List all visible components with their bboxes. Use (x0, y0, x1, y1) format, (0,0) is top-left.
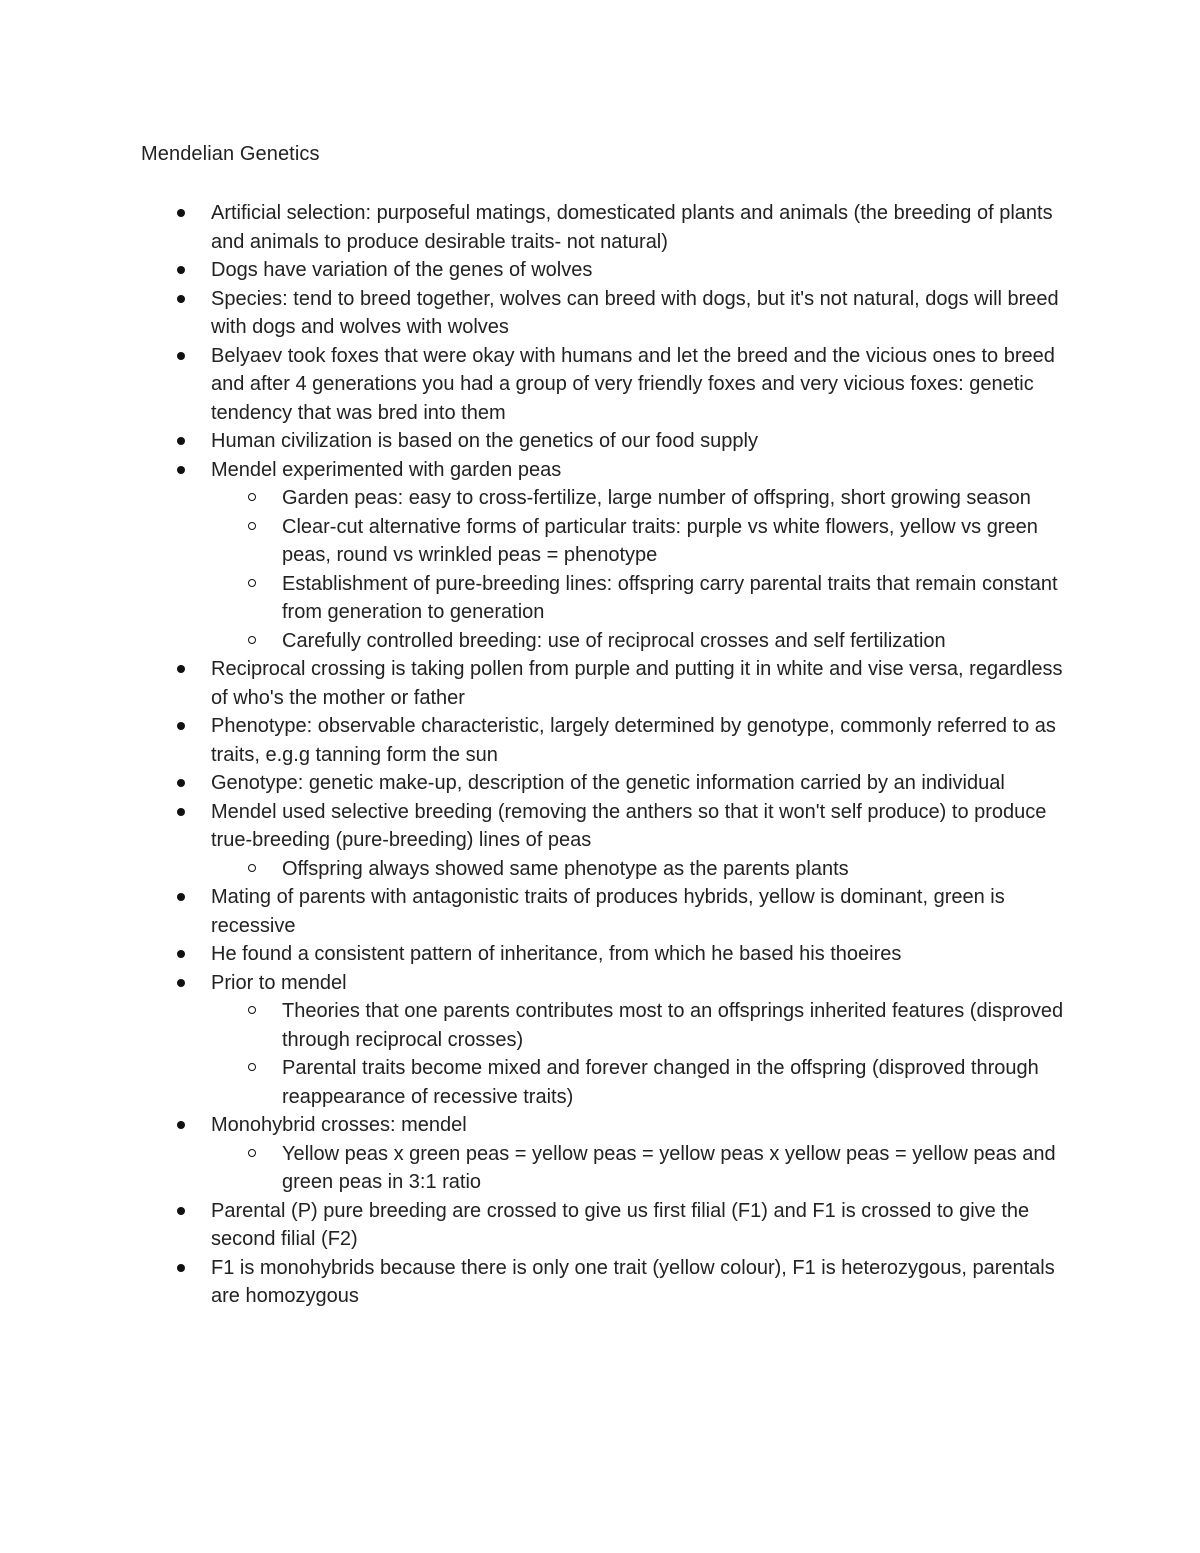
list-item (211, 798, 1071, 884)
bullet-icon (177, 1264, 185, 1272)
sub-list-item-text: Parental traits become mixed and forever changed in the offspring (disproved through reappearance of recessive traits) (282, 1057, 1039, 1108)
hollow-bullet-icon (248, 636, 256, 644)
list-item (211, 456, 1071, 656)
list-item-text: Phenotype: observable characteristic, largely determined by genotype, commonly referred to as traits, e.g.g tanning form the sun (211, 715, 1056, 766)
bullet-icon (177, 352, 185, 360)
list-item (211, 1197, 1071, 1254)
sub-list-item (282, 1054, 1071, 1111)
bullet-list (211, 199, 1071, 1311)
hollow-bullet-icon (248, 864, 256, 872)
list-item-text: Artificial selection: purposeful matings, domesticated plants and animals (the breeding of plants and animals to produce desirable traits- not natural) (211, 202, 1053, 253)
hollow-bullet-icon (248, 1149, 256, 1157)
list-item (211, 1111, 1071, 1197)
list-item-text: Species: tend to breed together, wolves can breed with dogs, but it's not natural, dogs will breed with dogs and wolves with wolves (211, 287, 1059, 338)
list-item-text: Human civilization is based on the genetics of our food supply (211, 430, 758, 452)
list-item (211, 655, 1071, 712)
sub-list-item-text: Offspring always showed same phenotype as the parents plants (282, 857, 849, 880)
list-item (211, 712, 1071, 769)
list-item (211, 285, 1071, 342)
sub-list-item-text: Carefully controlled breeding: use of reciprocal crosses and self fertilization (282, 629, 946, 652)
sub-list-item (282, 570, 1071, 627)
bullet-icon (177, 295, 185, 303)
sub-list-item-text: Garden peas: easy to cross-fertilize, large number of offspring, short growing season (282, 487, 1031, 509)
list-item (211, 940, 1071, 969)
bullet-icon (177, 437, 185, 445)
sub-list-item-text: Clear-cut alternative forms of particular traits: purple vs white flowers, yellow vs green peas, round vs wrinkled peas = phenotype (282, 515, 1038, 566)
bullet-icon (177, 779, 185, 787)
list-item (211, 199, 1071, 256)
list-item-text: Mendel used selective breeding (removing the anthers so that it won't self produce) to produce true-breeding (pure-breeding) lines of peas (211, 800, 1047, 851)
list-item-text: He found a consistent pattern of inheritance, from which he based his thoeires (211, 943, 902, 965)
sub-list-item-text: Yellow peas x green peas = yellow peas = yellow peas x yellow peas = yellow peas and green peas in 3:1 ratio (282, 1142, 1056, 1193)
bullet-icon (177, 466, 185, 474)
sub-list (211, 484, 1071, 655)
sub-list-item (282, 1140, 1071, 1197)
bullet-icon (177, 266, 185, 274)
list-item-text: Belyaev took foxes that were okay with humans and let the breed and the vicious ones to breed and after 4 generations you had a group of very friendly foxes and very vicious foxes: genetic tendency that was bred into them (211, 344, 1055, 424)
list-item (211, 342, 1071, 428)
hollow-bullet-icon (248, 1006, 256, 1014)
list-item-text: Genotype: genetic make-up, description of the genetic information carried by an individual (211, 772, 1005, 794)
sub-list-item-text: Establishment of pure-breeding lines: offspring carry parental traits that remain constant from generation to generation (282, 572, 1058, 623)
list-item-text: Prior to mendel (211, 971, 347, 994)
sub-list-item (282, 997, 1071, 1054)
list-item (211, 969, 1071, 1112)
list-item (211, 883, 1071, 940)
bullet-icon (177, 722, 185, 730)
sub-list (211, 1140, 1071, 1197)
bullet-icon (177, 665, 185, 673)
sub-list-item (282, 513, 1071, 570)
bullet-icon (177, 1121, 185, 1129)
list-item (211, 427, 1071, 456)
list-item-text: Monohybrid crosses: mendel (211, 1114, 467, 1136)
bullet-icon (177, 808, 185, 816)
sub-list-item-text: Theories that one parents contributes most to an offsprings inherited features (disproved through reciprocal crosses) (282, 1000, 1064, 1051)
bullet-icon (177, 209, 185, 217)
list-item-text: Reciprocal crossing is taking pollen from purple and putting it in white and vise versa, regardless of who's the mother or father (211, 658, 1063, 709)
document-title: Mendelian Genetics (141, 143, 320, 165)
sub-list-item (282, 484, 1071, 513)
list-item (211, 769, 1071, 798)
list-item (211, 256, 1071, 285)
list-item-text: Parental (P) pure breeding are crossed to give us first filial (F1) and F1 is crossed to give the second filial (F2) (211, 1199, 1030, 1250)
bullet-icon (177, 950, 185, 958)
list-item-text: F1 is monohybrids because there is only one trait (yellow colour), F1 is heterozygous, parentals are homozygous (211, 1256, 1055, 1307)
hollow-bullet-icon (248, 1063, 256, 1071)
sub-list-item (282, 855, 1071, 884)
bullet-icon (177, 893, 185, 901)
hollow-bullet-icon (248, 579, 256, 587)
bullet-icon (177, 1207, 185, 1215)
list-item-text: Mating of parents with antagonistic traits of produces hybrids, yellow is dominant, green is recessive (211, 886, 1005, 937)
sub-list (211, 997, 1071, 1111)
list-item-text: Dogs have variation of the genes of wolves (211, 259, 593, 281)
hollow-bullet-icon (248, 522, 256, 530)
hollow-bullet-icon (248, 493, 256, 501)
list-item-text: Mendel experimented with garden peas (211, 458, 562, 481)
list-item (211, 1254, 1071, 1311)
bullet-icon (177, 979, 185, 987)
sub-list (211, 855, 1071, 884)
sub-list-item (282, 627, 1071, 656)
